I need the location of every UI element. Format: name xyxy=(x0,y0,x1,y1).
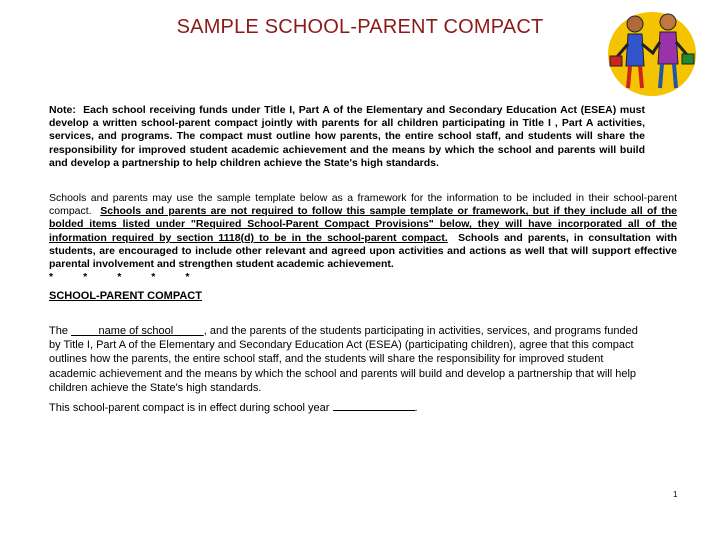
template-guidance-paragraph xyxy=(49,192,677,271)
effective-end: . xyxy=(414,402,418,414)
compact-body: , and the parents of the students participating in activities, services, and programs funded by Title I, Part A of the Elementary and Secondary Education Act (ESEA) (participating children), agree that this compact outlines how the parents, the entire school staff, and the students will share the responsibility for improved student academic achievement and the means by which the school and parents will build and develop a partnership that will help children achieve the State's high standards. xyxy=(49,325,638,394)
note-text: Each school receiving funds under Title I, Part A of the Elementary and Secondary Education Act (ESEA) must develop a written school-parent compact jointly with parents for all children participating in Title I , Part A activities, services, and programs. The compact must outline how parents, the entire school staff, and students will share the responsibility for improved student academic achievement and the means by which the school and parents will build and develop a partnership to help children achieve the State's high standards. xyxy=(49,104,645,169)
note-paragraph xyxy=(49,104,645,170)
compact-heading: SCHOOL-PARENT COMPACT xyxy=(49,290,202,302)
parent-and-child-clipart-icon xyxy=(604,4,700,98)
guidance-intro: Schools and parents may use the sample template below as a framework for the information to be included in their school-parent compact. xyxy=(49,192,677,218)
separator-star: * xyxy=(185,271,190,283)
effective-text: This school-parent compact is in effect during school year xyxy=(49,402,330,414)
effective-year-line xyxy=(49,400,418,414)
separator-star: * xyxy=(151,271,156,283)
guidance-encouragement: Schools and parents, in consultation with students, are encouraged to include other relevant and agreed upon activities and actions as well that will support effective parental involvement and strengthen student academic achievement. xyxy=(49,231,677,271)
compact-paragraph xyxy=(49,324,645,395)
school-year-field[interactable] xyxy=(333,400,415,411)
guidance-requirements: Schools and parents are not required to follow this sample template or framework, but if they include all of the bolded items listed under "Required School-Parent Compact Provisions" below, they will have incorporated all of the information required by section 1118(d) to be in the school-parent compact. xyxy=(49,205,677,244)
separator-star: * xyxy=(49,271,54,283)
school-name-placeholder: name of school xyxy=(98,325,174,337)
separator-star: * xyxy=(117,271,122,283)
page-number: 1 xyxy=(673,490,678,499)
note-label: Note: xyxy=(49,104,76,116)
page-title: SAMPLE SCHOOL-PARENT COMPACT xyxy=(176,16,544,38)
separator-star: * xyxy=(83,271,88,283)
school-name-field[interactable] xyxy=(71,325,204,337)
compact-prefix: The xyxy=(49,325,68,337)
section-separator xyxy=(49,271,189,283)
